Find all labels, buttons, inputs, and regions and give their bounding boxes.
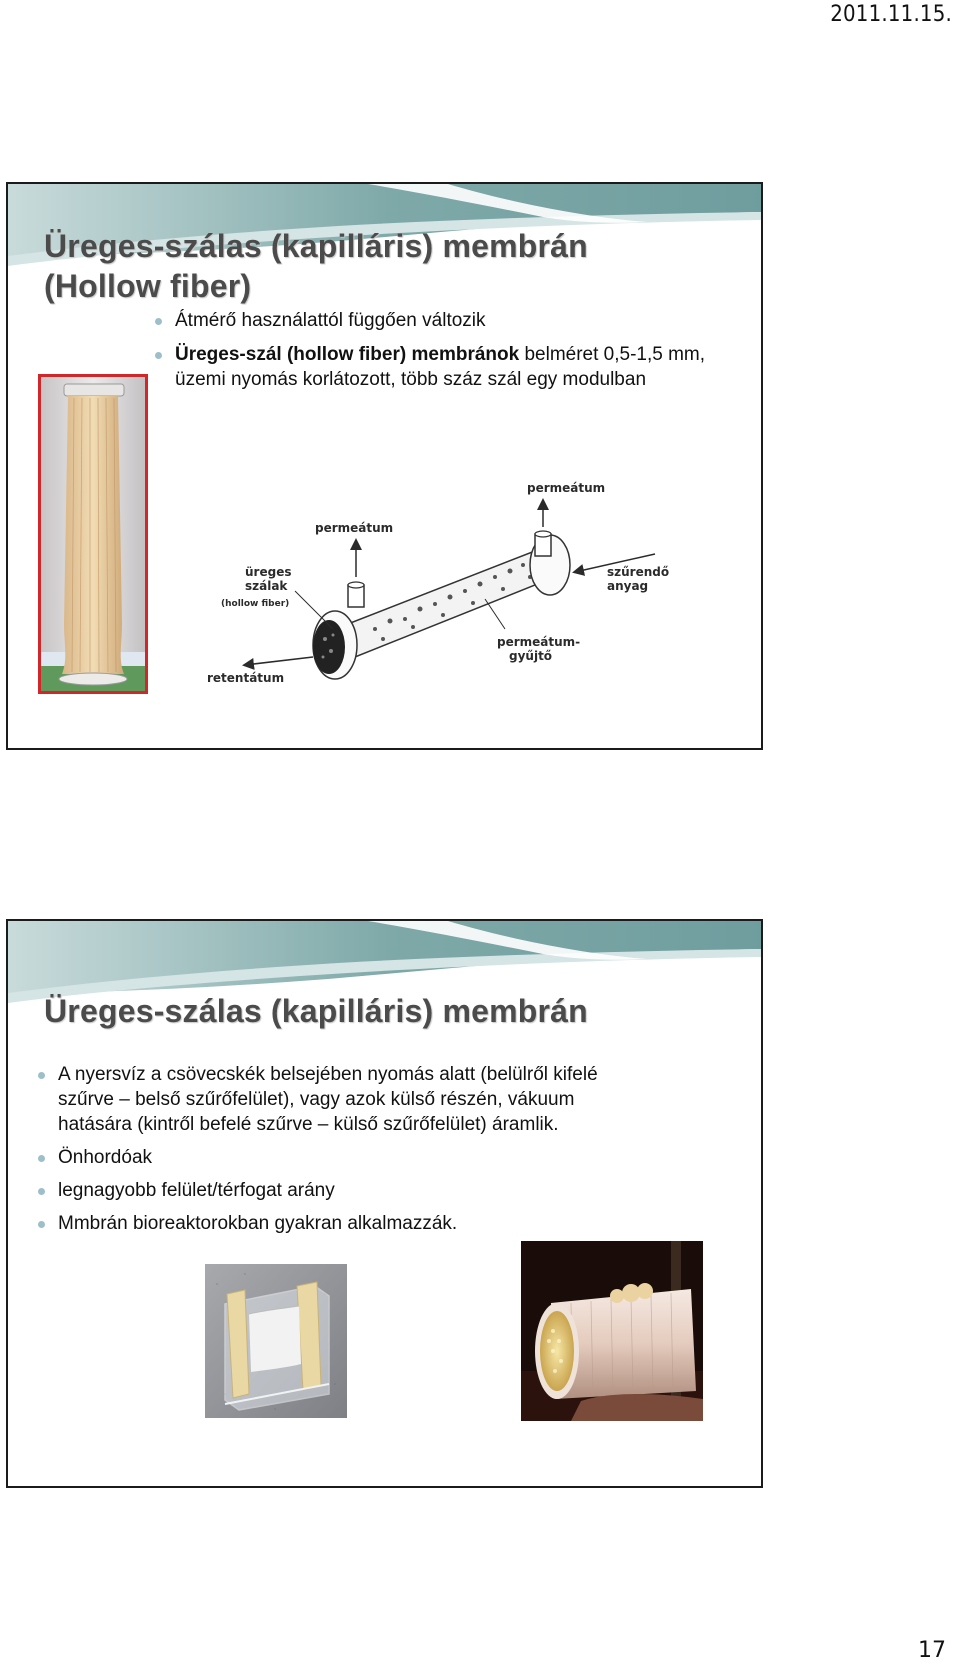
slide-title: Üreges-szálas (kapilláris) membrán [44,993,588,1029]
list-item: Önhordóak [36,1145,676,1170]
label-retentate: retentátum [207,671,285,685]
label-permeate-left: permeátum [315,521,394,535]
page-date: 2011.11.15. [830,2,952,27]
list-item: Üreges-szál (hollow fiber) membránok belméret 0,5-1,5 mm, üzemi nyomás korlátozott, több száz szál egy modulban [153,342,753,392]
label-permeate-top: permeátum [527,481,606,495]
slide-title [44,226,588,306]
hollow-fiber-module-diagram [205,479,685,729]
slide-hollow-fiber-overview [6,182,763,750]
label-hollow-fibers: üreges szálak [245,565,292,593]
bullet-list [153,308,753,401]
list-item: A nyersvíz a csövecskék belsejében nyomás alatt (belülről kifelé szűrve – belső szűrőfelület), vagy azok külső részén, vákuum hatására (kintről befelé szűrve – külső szűrőfelület) áramlik. [36,1062,676,1137]
page-number: 17 [918,1638,946,1663]
list-item: Átmérő használattól függően változik [153,308,753,333]
hollow-fiber-column-photo [38,374,148,694]
list-item: Mmbrán bioreaktorokban gyakran alkalmazzák. [36,1211,676,1236]
label-feed: szűrendő anyag [607,565,670,593]
slide-hollow-fiber-properties [6,919,763,1488]
hollow-fiber-cartridge-photo [521,1241,703,1421]
title-line-1: Üreges-szálas (kapilláris) membrán [44,228,588,264]
label-permeate-collector: permeátum- gyűjtő [497,635,581,663]
hollow-fiber-module-photo [205,1264,347,1418]
list-item: legnagyobb felület/térfogat arány [36,1178,676,1203]
title-line-2: (Hollow fiber) [44,268,252,304]
label-hollow-fiber-en: (hollow fiber) [221,599,290,609]
bullet-list [36,1062,676,1244]
